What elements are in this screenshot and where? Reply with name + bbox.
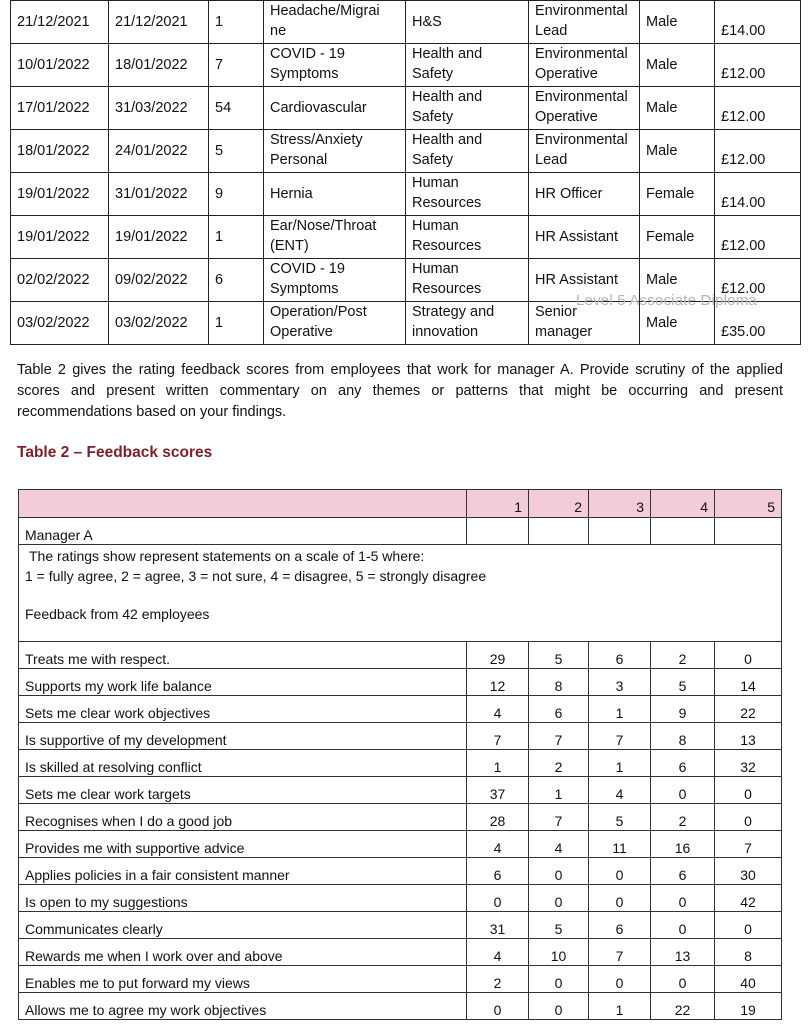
absence-row [11, 1, 801, 44]
score-cell: 0 [715, 912, 782, 939]
job-role-line: Senior [535, 304, 577, 320]
department [406, 130, 529, 173]
statement-label: Provides me with supportive advice [19, 831, 467, 858]
job-role-line: Environmental [535, 3, 628, 19]
info-line: Feedback from 42 employees [25, 606, 210, 622]
absence-row [11, 216, 801, 259]
absence-reason-line: (ENT) [270, 238, 309, 254]
score-cell: 42 [715, 885, 782, 912]
score-cell: 6 [529, 696, 589, 723]
department-line: Human [412, 261, 459, 277]
absence-row [11, 130, 801, 173]
score-cell: 0 [715, 804, 782, 831]
department-line: Strategy and [412, 304, 495, 320]
absence-row [11, 87, 801, 130]
statement-label: Is skilled at resolving conflict [19, 750, 467, 777]
days-absent: 7 [209, 44, 264, 87]
job-role-line: HR Assistant [535, 272, 618, 288]
statement-label: Is open to my suggestions [19, 885, 467, 912]
feedback-table [18, 489, 782, 1020]
score-cell: 2 [651, 804, 715, 831]
start-date: 19/01/2022 [11, 216, 109, 259]
score-cell: 2 [529, 750, 589, 777]
job-role-line: Environmental [535, 89, 628, 105]
job-role-line: manager [535, 324, 593, 340]
score-cell: 4 [529, 831, 589, 858]
job-role-line: HR Officer [535, 186, 603, 202]
end-date: 03/02/2022 [109, 302, 209, 345]
score-cell: 5 [651, 669, 715, 696]
department-line: Resources [412, 281, 482, 297]
job-role [529, 173, 640, 216]
manager-label: Manager A [19, 518, 467, 545]
score-cell: 7 [589, 723, 651, 750]
score-cell: 19 [715, 993, 782, 1020]
department-line: Safety [412, 152, 454, 168]
hourly-pay: £35.00 [715, 302, 801, 345]
score-cell: 0 [651, 912, 715, 939]
header-blank [19, 490, 467, 518]
score-cell: 0 [651, 777, 715, 804]
score-cell: 0 [467, 993, 529, 1020]
score-cell: 7 [467, 723, 529, 750]
department-line: H&S [412, 14, 442, 30]
score-cell: 0 [715, 777, 782, 804]
department-line: Resources [412, 238, 482, 254]
job-role-line: Operative [535, 66, 598, 82]
absence-reason-line: COVID - 19 [270, 46, 345, 62]
gender: Male [640, 44, 715, 87]
info-line: 1 = fully agree, 2 = agree, 3 = not sure, 4 = disagree, 5 = strongly disagree [25, 568, 487, 584]
absence-reason-line: Operative [270, 324, 333, 340]
score-cell: 13 [651, 939, 715, 966]
hourly-pay: £12.00 [715, 216, 801, 259]
score-cell: 5 [589, 804, 651, 831]
gender: Male [640, 1, 715, 44]
statement-label: Sets me clear work objectives [19, 696, 467, 723]
job-role-line: Lead [535, 23, 568, 39]
score-cell: 8 [651, 723, 715, 750]
days-absent: 54 [209, 87, 264, 130]
absence-reason-line: Hernia [270, 186, 313, 202]
score-cell: 7 [529, 804, 589, 831]
absence-reason [264, 130, 406, 173]
absence-reason [264, 302, 406, 345]
score-cell: 0 [651, 966, 715, 993]
job-role [529, 216, 640, 259]
job-role-line: Lead [535, 152, 568, 168]
end-date: 21/12/2021 [109, 1, 209, 44]
hourly-pay: £12.00 [715, 44, 801, 87]
start-date: 03/02/2022 [11, 302, 109, 345]
score-cell: 32 [715, 750, 782, 777]
start-date: 02/02/2022 [11, 259, 109, 302]
department-line: Safety [412, 109, 454, 125]
end-date: 24/01/2022 [109, 130, 209, 173]
absence-reason-line: Symptoms [270, 66, 339, 82]
statement-label: Supports my work life balance [19, 669, 467, 696]
absence-row [11, 173, 801, 216]
department-line: Health and [412, 89, 483, 105]
job-role-line: Operative [535, 109, 598, 125]
absence-reason [264, 173, 406, 216]
feedback-row [19, 777, 782, 804]
statement-label: Enables me to put forward my views [19, 966, 467, 993]
score-cell: 6 [589, 912, 651, 939]
start-date: 18/01/2022 [11, 130, 109, 173]
days-absent: 1 [209, 1, 264, 44]
score-cell: 0 [589, 966, 651, 993]
absence-reason-line: Cardiovascular [270, 100, 367, 116]
score-cell: 0 [529, 993, 589, 1020]
feedback-row [19, 858, 782, 885]
hourly-pay: £14.00 [715, 1, 801, 44]
score-cell: 8 [529, 669, 589, 696]
department [406, 259, 529, 302]
scale-header-row [19, 490, 782, 518]
absence-reason-line: ne [270, 23, 287, 39]
feedback-row [19, 966, 782, 993]
absence-reason-line: COVID - 19 [270, 261, 345, 277]
absence-reason-line: Operation/Post [270, 304, 367, 320]
department [406, 173, 529, 216]
instruction-paragraph: Table 2 gives the rating feedback scores from employees that work for manager A. Provide scrutiny of the applied scores and present written commentary on any themes or patterns that might be occurring and present recommendations based on your findings. [17, 362, 783, 420]
score-cell: 4 [467, 831, 529, 858]
job-role [529, 44, 640, 87]
gender: Male [640, 259, 715, 302]
gender: Male [640, 302, 715, 345]
end-date: 09/02/2022 [109, 259, 209, 302]
absence-reason [264, 259, 406, 302]
department-line: Safety [412, 66, 454, 82]
department [406, 1, 529, 44]
end-date: 18/01/2022 [109, 44, 209, 87]
department [406, 44, 529, 87]
score-cell: 1 [589, 750, 651, 777]
hourly-pay: £12.00 [715, 87, 801, 130]
scale-header: 5 [715, 490, 782, 518]
scale-header: 1 [467, 490, 529, 518]
scale-header: 4 [651, 490, 715, 518]
days-absent: 5 [209, 130, 264, 173]
score-cell: 7 [715, 831, 782, 858]
score-cell: 0 [529, 858, 589, 885]
absence-reason [264, 44, 406, 87]
absence-reason [264, 1, 406, 44]
hourly-pay: £12.00 [715, 259, 801, 302]
end-date: 31/01/2022 [109, 173, 209, 216]
feedback-row [19, 912, 782, 939]
absence-row [11, 44, 801, 87]
score-cell: 6 [589, 642, 651, 669]
start-date: 21/12/2021 [11, 1, 109, 44]
statement-label: Is supportive of my development [19, 723, 467, 750]
score-cell: 0 [589, 885, 651, 912]
department-line: Human [412, 175, 459, 191]
score-cell: 14 [715, 669, 782, 696]
score-cell: 3 [589, 669, 651, 696]
feedback-row [19, 993, 782, 1020]
score-cell: 9 [651, 696, 715, 723]
days-absent: 9 [209, 173, 264, 216]
absence-reason-line: Stress/Anxiety [270, 132, 363, 148]
absence-reason-line: Ear/Nose/Throat [270, 218, 377, 234]
feedback-row [19, 696, 782, 723]
score-cell: 7 [589, 939, 651, 966]
watermark: Level 5 Associate Diploma [576, 292, 757, 309]
table2-heading: Table 2 – Feedback scores [17, 444, 213, 461]
feedback-row [19, 885, 782, 912]
score-cell: 28 [467, 804, 529, 831]
end-date: 19/01/2022 [109, 216, 209, 259]
score-cell: 1 [529, 777, 589, 804]
absence-reason [264, 216, 406, 259]
score-cell: 22 [651, 993, 715, 1020]
hourly-pay: £14.00 [715, 173, 801, 216]
score-cell: 6 [651, 750, 715, 777]
score-cell: 0 [589, 858, 651, 885]
score-cell: 8 [715, 939, 782, 966]
score-cell: 29 [467, 642, 529, 669]
gender: Male [640, 130, 715, 173]
statement-label: Communicates clearly [19, 912, 467, 939]
statement-label: Sets me clear work targets [19, 777, 467, 804]
gender: Male [640, 87, 715, 130]
score-cell: 40 [715, 966, 782, 993]
score-cell: 5 [529, 642, 589, 669]
department-line: Resources [412, 195, 482, 211]
gender: Female [640, 173, 715, 216]
start-date: 17/01/2022 [11, 87, 109, 130]
department-line: Human [412, 218, 459, 234]
score-cell: 4 [467, 939, 529, 966]
feedback-row [19, 669, 782, 696]
score-cell: 2 [467, 966, 529, 993]
department-line: Health and [412, 132, 483, 148]
score-cell: 0 [529, 966, 589, 993]
score-cell: 16 [651, 831, 715, 858]
absence-reason-line: Symptoms [270, 281, 339, 297]
department-line: innovation [412, 324, 479, 340]
department [406, 302, 529, 345]
days-absent: 6 [209, 259, 264, 302]
start-date: 19/01/2022 [11, 173, 109, 216]
hourly-pay: £12.00 [715, 130, 801, 173]
score-cell: 0 [529, 885, 589, 912]
score-cell: 5 [529, 912, 589, 939]
feedback-row [19, 723, 782, 750]
score-cell: 2 [651, 642, 715, 669]
feedback-row [19, 804, 782, 831]
score-cell: 7 [529, 723, 589, 750]
department [406, 87, 529, 130]
absence-reason-line: Headache/Migrai [270, 3, 380, 19]
gender: Female [640, 216, 715, 259]
department-line: Health and [412, 46, 483, 62]
score-cell: 1 [589, 993, 651, 1020]
feedback-row [19, 831, 782, 858]
score-cell: 22 [715, 696, 782, 723]
score-cell: 12 [467, 669, 529, 696]
job-role [529, 1, 640, 44]
absence-reason [264, 87, 406, 130]
job-role-line: Environmental [535, 46, 628, 62]
statement-label: Treats me with respect. [19, 642, 467, 669]
statement-label: Applies policies in a fair consistent manner [19, 858, 467, 885]
feedback-row [19, 750, 782, 777]
info-line: The ratings show represent statements on a scale of 1-5 where: [29, 548, 425, 564]
score-cell: 11 [589, 831, 651, 858]
score-cell: 0 [651, 885, 715, 912]
scale-header: 3 [589, 490, 651, 518]
absence-reason-line: Personal [270, 152, 328, 168]
job-role-line: Environmental [535, 132, 628, 148]
score-cell: 31 [467, 912, 529, 939]
info-row [19, 545, 782, 642]
job-role [529, 87, 640, 130]
job-role-line: HR Assistant [535, 229, 618, 245]
scale-header: 2 [529, 490, 589, 518]
feedback-row [19, 939, 782, 966]
department [406, 216, 529, 259]
score-cell: 13 [715, 723, 782, 750]
score-cell: 1 [589, 696, 651, 723]
start-date: 10/01/2022 [11, 44, 109, 87]
feedback-row [19, 642, 782, 669]
score-cell: 1 [467, 750, 529, 777]
score-cell: 4 [467, 696, 529, 723]
score-cell: 30 [715, 858, 782, 885]
score-cell: 10 [529, 939, 589, 966]
info-cell [19, 545, 782, 642]
score-cell: 4 [589, 777, 651, 804]
score-cell: 0 [715, 642, 782, 669]
end-date: 31/03/2022 [109, 87, 209, 130]
score-cell: 37 [467, 777, 529, 804]
days-absent: 1 [209, 216, 264, 259]
statement-label: Allows me to agree my work objectives [19, 993, 467, 1020]
score-cell: 6 [467, 858, 529, 885]
score-cell: 6 [651, 858, 715, 885]
statement-label: Recognises when I do a good job [19, 804, 467, 831]
manager-row [19, 518, 782, 545]
days-absent: 1 [209, 302, 264, 345]
job-role [529, 130, 640, 173]
statement-label: Rewards me when I work over and above [19, 939, 467, 966]
score-cell: 0 [467, 885, 529, 912]
